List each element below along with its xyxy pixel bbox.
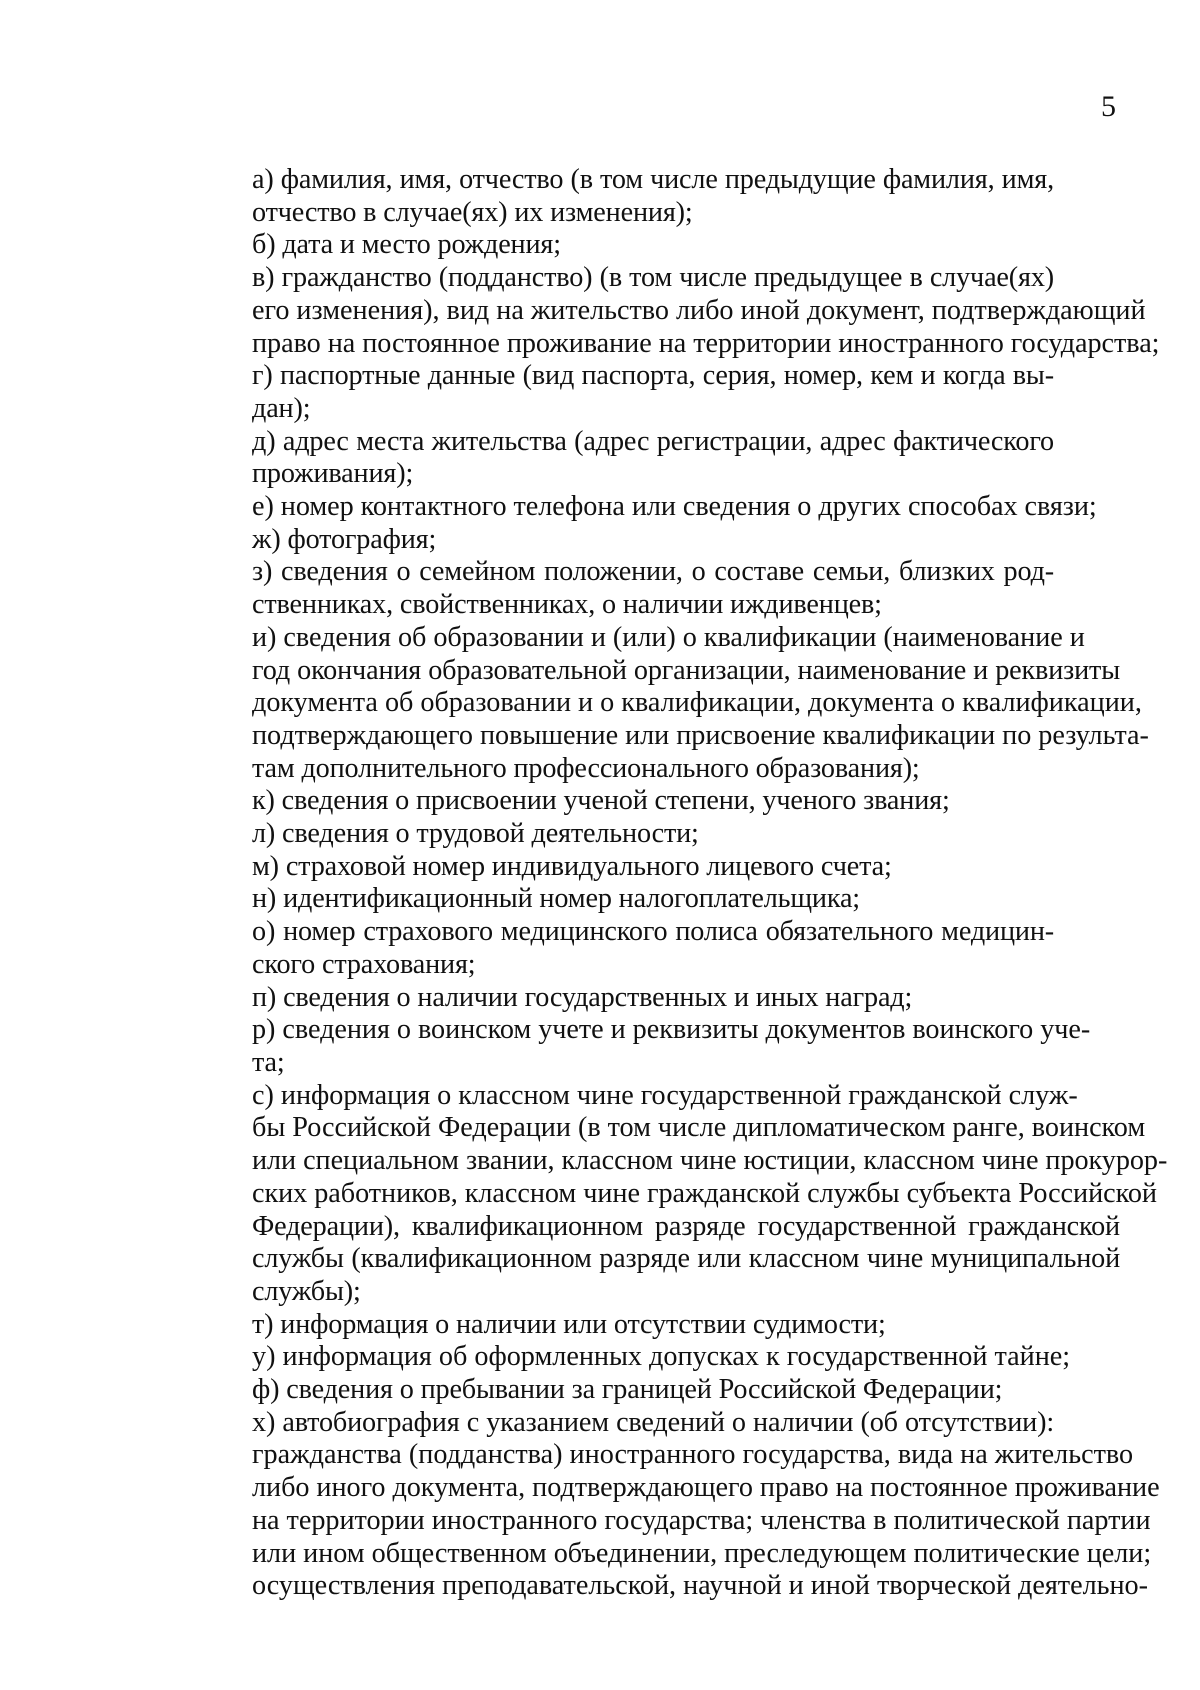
text-line: осуществления преподавательской, научной и иной творческой деятельно- — [252, 1570, 1148, 1602]
text-line: ф) сведения о пребывании за границей Российской Федерации; — [252, 1374, 1003, 1406]
list-item — [186, 916, 1120, 981]
list-item — [186, 982, 1120, 1015]
list-item — [186, 1374, 1120, 1407]
text-line: службы); — [252, 1275, 361, 1307]
text-line: к) сведения о присвоении ученой степени, ученого звания; — [252, 785, 950, 817]
list-item — [186, 491, 1120, 524]
text-line: д) адрес места жительства (адрес регистрации, адрес фактического — [252, 425, 1054, 457]
text-line: дан); — [252, 392, 311, 424]
text-line: бы Российской Федерации (в том числе дипломатическом ранге, воинском — [252, 1112, 1146, 1144]
list-item — [186, 851, 1120, 884]
document-body — [186, 164, 1168, 1603]
text-line: г) паспортные данные (вид паспорта, серия, номер, кем и когда вы- — [252, 360, 1054, 392]
text-line: право на постоянное проживание на территории иностранного государства; — [252, 327, 1160, 359]
text-line: р) сведения о воинском учете и реквизиты документов воинского уче- — [252, 1014, 1091, 1046]
text-line: документа об образовании и о квалификации, документа о квалификации, — [252, 687, 1142, 719]
text-line: отчество в случае(ях) их изменения); — [252, 196, 693, 228]
text-line: у) информация об оформленных допусках к государственной тайне; — [252, 1341, 1071, 1373]
text-line: или ином общественном объединении, преследующем политические цели; — [252, 1537, 1152, 1569]
text-line: н) идентификационный номер налогоплательщика; — [252, 883, 860, 915]
list-item — [186, 1341, 1120, 1374]
text-line: на территории иностранного государства; членства в политической партии — [252, 1504, 1151, 1536]
text-line: там дополнительного профессионального образования); — [252, 752, 920, 784]
text-line: службы (квалификационном разряде или классном чине муниципальной — [252, 1243, 1121, 1275]
text-line: б) дата и место рождения; — [252, 229, 561, 261]
list-item — [186, 818, 1120, 851]
list-item — [186, 1309, 1120, 1342]
page-number: 5 — [1101, 90, 1116, 123]
list-item — [186, 1406, 1160, 1603]
text-line: Федерации), квалификационном разряде государственной гражданской — [252, 1210, 1120, 1242]
text-line: с) информация о классном чине государственной гражданской служ- — [252, 1079, 1078, 1111]
text-line: ственниках, свойственниках, о наличии иждивенцев; — [252, 589, 882, 621]
text-line: м) страховой номер индивидуального лицевого счета; — [252, 850, 892, 882]
list-item — [186, 426, 1120, 491]
text-line: ж) фотография; — [252, 523, 437, 555]
text-line: проживания); — [252, 458, 414, 490]
list-item — [186, 785, 1120, 818]
list-item — [186, 262, 1160, 360]
text-line: или специальном звании, классном чине юстиции, классном чине прокурор- — [252, 1145, 1168, 1177]
list-item — [186, 524, 1120, 557]
text-line: его изменения), вид на жительство либо иной документ, подтверждающий — [252, 294, 1146, 326]
text-line: з) сведения о семейном положении, о составе семьи, близких род- — [252, 556, 1055, 588]
text-line: п) сведения о наличии государственных и иных наград; — [252, 981, 913, 1013]
list-item — [186, 883, 1120, 916]
text-line: т) информация о наличии или отсутствии судимости; — [252, 1308, 886, 1340]
text-line: либо иного документа, подтверждающего право на постоянное проживание — [252, 1472, 1160, 1504]
text-line: год окончания образовательной организации, наименование и реквизиты — [252, 654, 1121, 686]
text-line: л) сведения о трудовой деятельности; — [252, 818, 699, 850]
text-line: а) фамилия, имя, отчество (в том числе предыдущие фамилия, имя, — [252, 164, 1054, 195]
text-line: гражданства (подданства) иностранного государства, вида на жительство — [252, 1439, 1134, 1471]
text-line: ского страхования; — [252, 948, 476, 980]
text-line: е) номер контактного телефона или сведения о других способах связи; — [252, 491, 1097, 523]
text-line: ских работников, классном чине гражданской службы субъекта Российской — [252, 1177, 1157, 1209]
text-line: и) сведения об образовании и (или) о квалификации (наименование и — [252, 621, 1085, 653]
text-line: о) номер страхового медицинского полиса обязательного медицин- — [252, 916, 1055, 948]
list-item — [186, 1014, 1120, 1079]
text-line: х) автобиография с указанием сведений о наличии (об отсутствии): — [252, 1406, 1055, 1438]
text-line: в) гражданство (подданство) (в том числе предыдущее в случае(ях) — [252, 262, 1055, 294]
list-item — [186, 360, 1120, 425]
list-item — [186, 164, 1120, 229]
list-item — [186, 556, 1120, 621]
list-item — [186, 1079, 1168, 1309]
list-item — [186, 229, 1120, 262]
text-line: та; — [252, 1046, 285, 1078]
list-item — [186, 621, 1149, 786]
text-line: подтверждающего повышение или присвоение квалификации по результа- — [252, 719, 1149, 751]
